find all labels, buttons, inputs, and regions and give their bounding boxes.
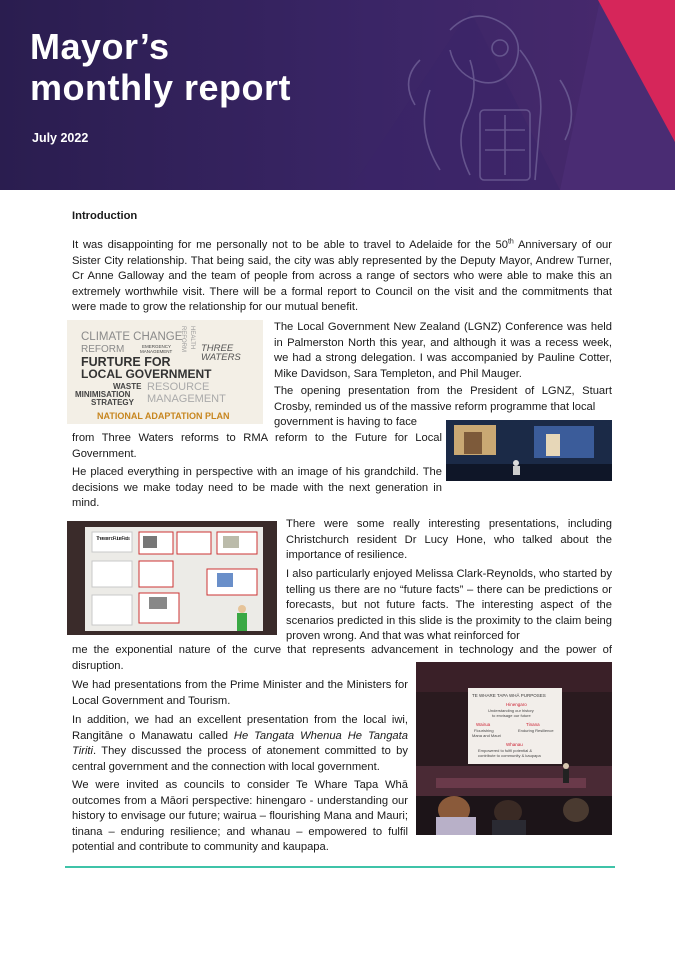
lgnz-paragraph-2c: from Three Waters reforms to RMA reform to the Future for Local Government. xyxy=(72,432,442,460)
title-line-1: Mayor’s xyxy=(30,26,170,67)
wc-waters: WATERS xyxy=(201,352,241,363)
screen-line-6: Mana and Mauri xyxy=(472,733,501,738)
screen-line-11: contribute to community & kaupapa xyxy=(478,753,541,758)
slide-title: There are no Future Facts xyxy=(96,536,130,542)
pm-paragraph: We had presentations from the Prime Minister and the Ministers for Local Government and Tourism. xyxy=(72,679,408,707)
wc-minimisation: MINIMISATION xyxy=(75,390,131,399)
iwi-text-a: In addition, we had an excellent presentation from the local iwi, Rangitāne o Manawatu called xyxy=(72,714,408,742)
report-date: July 2022 xyxy=(32,131,89,145)
intro-text-a: It was disappointing for me personally not to be able to travel to Adelaide for the 50 xyxy=(72,239,508,251)
wc-management: MANAGEMENT xyxy=(147,393,226,405)
screen-line-9: Whanau xyxy=(506,742,523,747)
wc-local-government: LOCAL GOVERNMENT xyxy=(81,367,212,381)
whare-paragraph: We were invited as councils to consider Te Whare Tapa Whā outcomes from a Māori perspective: hinengaro - understanding our history to envisage our future; wairua – flourishing Mana and Mauri; tinana – enduring resilience; and whanau – empowered to fulfil potential and contribute to community and kaupapa. xyxy=(72,779,408,853)
iwi-presentation-title: He Tangata Whenua He Tangata Tiriti xyxy=(72,729,408,757)
word-cloud-image xyxy=(67,320,263,424)
screen-line-10: Empowered to fulfil potential & xyxy=(478,748,533,753)
melissa-paragraph-a: I also particularly enjoyed Melissa Clark-Reynolds, who started by telling us there are no “future facts” – there can be predictions or forecasts, but not future facts. The interesting aspect of the scenarios predicted in this slide is the proximity to the claim being proven wrong. And that was what reinforced for xyxy=(286,568,612,642)
te-whare-tapa-wha-stage-photo xyxy=(416,662,612,835)
section-heading: Introduction xyxy=(72,210,138,222)
intro-paragraph xyxy=(72,238,612,316)
screen-line-4: Wairua xyxy=(476,722,491,727)
melissa-paragraph-b: me the exponential nature of the curve that represents advancement in technology and the power of disruption. xyxy=(72,644,612,672)
wc-national-adaptation-plan: NATIONAL ADAPTATION PLAN xyxy=(97,411,230,421)
wc-reform: REFORM xyxy=(81,344,125,355)
footer-divider xyxy=(65,866,615,868)
hone-paragraph: There were some really interesting presentations, including Christchurch resident Dr Lucy Hone, who talked about the importance of resilience. xyxy=(286,518,612,561)
screen-title: TE WHARE TAPA WHĀ PURPOSES xyxy=(472,693,546,698)
lgnz-paragraph-1: The Local Government New Zealand (LGNZ) Conference was held in Palmerston North this year, and although it was a recess week, we had a strong delegation. I was accompanied by Pauline Cotter, Mike Davidson, Sara Templeton, and Phil Mauger. xyxy=(274,321,612,380)
intro-text-b: Anniversary of our Sister City relationship. That being said, the city was ably represented by the Deputy Mayor, Andrew Turner, Cr Anne Galloway and the team of people from across a range of sectors who were able to make this an extremely worthwhile visit. There will be a formal report to Council on the visit and the commitments that were made to grow the relationship for our mutual benefit. xyxy=(72,239,613,313)
wc-climate: CLIMATE CHANGE xyxy=(81,331,183,343)
wc-future-for: FURTURE FOR xyxy=(81,355,171,369)
wc-three: THREE xyxy=(201,343,234,354)
title-line-2: monthly report xyxy=(30,67,292,108)
screen-line-8: Enduring Resilience xyxy=(518,728,554,733)
lgnz-paragraph-2a: The opening presentation from the President of LGNZ, Stuart Crosby, reminded us of the massive reform programme that local xyxy=(274,385,612,413)
wc-resource: RESOURCE xyxy=(147,381,210,393)
wc-waste: WASTE xyxy=(113,382,142,391)
screen-line-3: to envisage our future xyxy=(492,713,531,718)
iwi-paragraph xyxy=(72,713,408,775)
wc-reform-vertical: REFORM xyxy=(180,326,186,352)
wc-emergency: EMERGENCY xyxy=(142,344,172,349)
future-facts-slide-photo xyxy=(67,521,277,635)
screen-line-1: Hinengaro xyxy=(506,702,527,707)
wc-management-small: MANAGEMENT xyxy=(140,349,173,354)
report-header xyxy=(0,0,675,190)
wc-strategy: STRATEGY xyxy=(91,398,134,407)
wc-health: HEALTH xyxy=(189,326,195,350)
conference-stage-photo xyxy=(446,420,612,481)
report-title xyxy=(30,26,291,108)
iwi-text-b: . They discussed the process of atonement committed to by central government and the connection with local government. xyxy=(72,745,408,773)
screen-line-5: Flourishing xyxy=(474,728,494,733)
lgnz-paragraph-2b: government is having to face xyxy=(274,416,418,428)
intro-sup: th xyxy=(507,238,514,246)
screen-line-2: Understanding our history xyxy=(488,708,534,713)
grandchild-paragraph: He placed everything in perspective with an image of his grandchild. The decisions we make today need to be made with the next generation in mind. xyxy=(72,466,442,509)
screen-line-7: Tinana xyxy=(526,722,540,727)
